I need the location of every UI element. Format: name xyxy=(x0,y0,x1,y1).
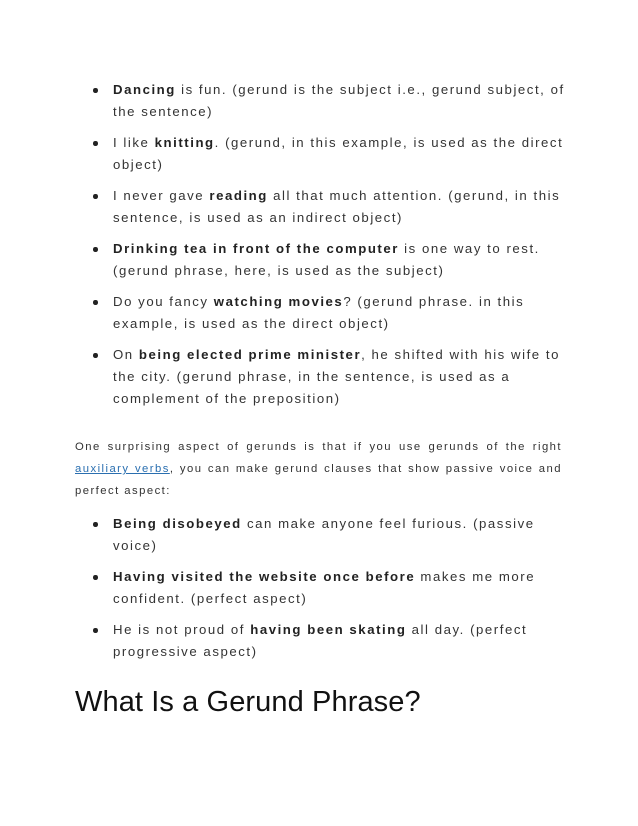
list-item xyxy=(0,79,638,123)
item-post: , he shifted with his wife to the city. (gerund phrase, in the sentence, is used as a complement of the preposition) xyxy=(113,347,561,406)
list-item xyxy=(0,619,638,663)
list-item xyxy=(0,132,638,176)
bullet-icon xyxy=(93,522,98,527)
item-bold: Having visited the website once before xyxy=(113,569,416,584)
bullet-icon xyxy=(93,628,98,633)
item-post: . (gerund, in this example, is used as the direct object) xyxy=(113,135,564,172)
bullet-icon xyxy=(93,247,98,252)
item-post: all day. (perfect progressive aspect) xyxy=(113,622,528,659)
item-pre: I like xyxy=(113,135,155,150)
item-bold: Being disobeyed xyxy=(113,516,242,531)
item-post: all that much attention. (gerund, in this sentence, is used as an indirect object) xyxy=(113,188,561,225)
item-pre: He is not proud of xyxy=(113,622,251,637)
item-bold: being elected prime minister xyxy=(138,347,362,362)
item-bold: Dancing xyxy=(113,82,176,97)
item-post: is fun. (gerund is the subject i.e., gerund subject, of the sentence) xyxy=(113,82,565,119)
gerund-clause-examples-list xyxy=(0,513,638,672)
section-heading: What Is a Gerund Phrase? xyxy=(75,686,421,718)
bullet-icon xyxy=(93,141,98,146)
list-item xyxy=(0,513,638,557)
item-post: is one way to rest. (gerund phrase, here, is used as the subject) xyxy=(113,241,540,278)
bullet-icon xyxy=(93,353,98,358)
auxiliary-verbs-link[interactable]: auxiliary verbs xyxy=(75,463,170,476)
auxiliary-verbs-paragraph xyxy=(75,436,562,502)
paragraph-after: , you can make gerund clauses that show passive voice and perfect aspect: xyxy=(75,463,562,498)
paragraph-before: One surprising aspect of gerunds is that if you use gerunds of the right xyxy=(75,441,562,454)
list-item xyxy=(0,566,638,610)
item-post: ? (gerund phrase. in this example, is used as the direct object) xyxy=(113,294,525,331)
list-item xyxy=(0,344,638,410)
list-item xyxy=(0,291,638,335)
item-pre: On xyxy=(113,347,139,362)
item-bold: reading xyxy=(209,188,268,203)
bullet-icon xyxy=(93,300,98,305)
item-post: makes me more confident. (perfect aspect) xyxy=(113,569,536,606)
gerund-examples-list xyxy=(0,79,638,419)
item-post: can make anyone feel furious. (passive voice) xyxy=(113,516,535,553)
bullet-icon xyxy=(93,575,98,580)
item-pre: I never gave xyxy=(113,188,210,203)
item-bold: Drinking tea in front of the computer xyxy=(113,241,399,256)
item-bold: watching movies xyxy=(213,294,344,309)
bullet-icon xyxy=(93,194,98,199)
list-item xyxy=(0,185,638,229)
item-pre: Do you fancy xyxy=(113,294,214,309)
item-bold: having been skating xyxy=(250,622,407,637)
bullet-icon xyxy=(93,88,98,93)
list-item xyxy=(0,238,638,282)
item-bold: knitting xyxy=(154,135,215,150)
